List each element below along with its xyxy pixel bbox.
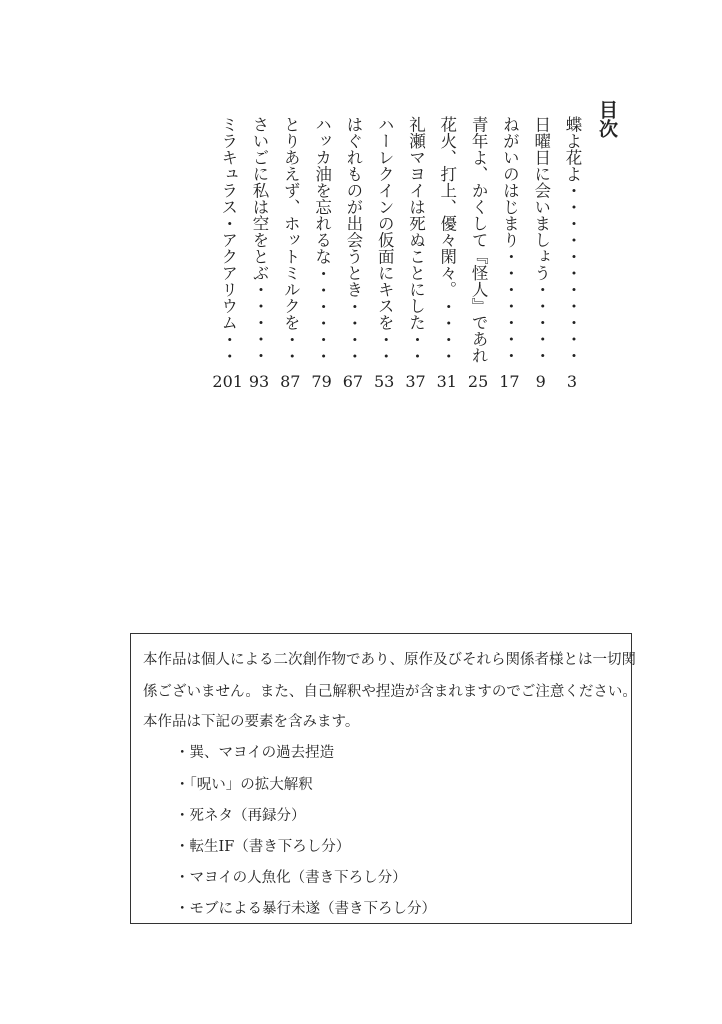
toc-leader-dots (338, 298, 368, 369)
notice-item: ・死ネタ（再録分） (175, 808, 306, 824)
toc-entry (494, 116, 524, 406)
toc-entry-title: はぐれものが出会うとき (343, 116, 363, 298)
toc-entry-text (244, 116, 274, 368)
toc-entry-text (275, 116, 305, 368)
toc-entry-title: 日曜日に会いましょう (531, 116, 551, 281)
notice-item: ・マヨイの人魚化（書き下ろし分） (175, 870, 407, 886)
toc-entry-text (338, 116, 368, 368)
toc-leader-dots (275, 331, 305, 369)
toc-entry-text (369, 116, 399, 368)
notice-line: 係ございません。また、自己解釈や捏造が含まれますのでご注意ください。 (143, 684, 637, 700)
notice-item: ・転生IF（書き下ろし分） (175, 839, 351, 855)
toc-entry-title: 蝶よ花よ (563, 116, 582, 182)
toc-page-number: 67 (342, 372, 364, 391)
toc-leader-dots (557, 182, 587, 368)
toc-entry-title: 花火、打上、優々閑々。 (437, 116, 457, 298)
toc-page-number: 53 (374, 372, 395, 391)
toc-page-number: 31 (436, 372, 457, 391)
toc-leader-dots (369, 331, 399, 369)
toc-entry (557, 116, 587, 406)
toc-entry-text (463, 116, 493, 368)
toc-entry-title: 礼瀬マヨイは死ぬことにした (406, 116, 426, 331)
toc-entry (526, 116, 556, 406)
toc-entry-title: 青年よ、かくして『怪人』であれ (469, 116, 489, 364)
toc-page-number: 3 (566, 372, 578, 391)
toc-heading: 目次 (596, 100, 618, 138)
toc-entry-text (494, 116, 524, 368)
toc-page-number: 37 (405, 372, 426, 391)
toc-page-number: 93 (248, 372, 270, 391)
toc-entry (244, 116, 274, 406)
toc-entry-text (432, 116, 462, 368)
toc-page-number: 9 (535, 372, 546, 391)
toc-entry-title: ミラキュラス・アクアリウム (218, 116, 238, 331)
toc-entry (432, 116, 462, 406)
toc-entry-title: ねがいのはじまり (500, 116, 520, 248)
toc-leader-dots (401, 331, 431, 369)
toc-entry-title: ハーレクインの仮面にキスを (375, 116, 395, 331)
toc-entry-text (526, 116, 556, 368)
notice-item: ・「呪い」の拡大解釈 (175, 777, 313, 793)
toc-entry (338, 116, 368, 406)
notice-line: 本作品は個人による二次創作物であり、原作及びそれら関係者様とは一切関 (143, 652, 636, 668)
notice-item: ・モブによる暴行未遂（書き下ろし分） (175, 901, 436, 917)
toc-leader-dots (244, 281, 274, 368)
toc-entry (401, 116, 431, 406)
toc-page-number: 87 (280, 372, 301, 391)
toc-entry (463, 116, 493, 406)
toc-entry (369, 116, 399, 406)
toc-leader-dots (494, 248, 524, 368)
toc-entry-text (213, 116, 243, 368)
toc-entry-title: ハッカ油を忘れるな (312, 116, 332, 265)
toc-leader-dots (463, 364, 493, 369)
toc-page-number: 79 (311, 372, 332, 391)
toc-entry-text (401, 116, 431, 368)
toc-entry-title: とりあえず、ホットミルクを (281, 116, 301, 331)
toc-page-number: 25 (467, 372, 489, 391)
toc-entry-text (307, 116, 337, 368)
toc-entry-title: さいごに私は空をとぶ (250, 116, 269, 281)
notice-box (130, 633, 637, 924)
toc-page-number: 201 (212, 372, 243, 391)
toc-entry (213, 116, 243, 406)
toc-leader-dots (213, 331, 243, 369)
toc-entry (307, 116, 337, 406)
toc-entry-text (557, 116, 587, 368)
toc-page-number: 17 (499, 372, 520, 391)
toc-leader-dots (432, 298, 462, 369)
notice-line: 本作品は下記の要素を含みます。 (143, 714, 360, 730)
notice-item: ・巽、マヨイの過去捏造 (175, 745, 335, 761)
toc-leader-dots (526, 281, 556, 368)
toc-leader-dots (307, 265, 337, 369)
toc-entry (275, 116, 305, 406)
